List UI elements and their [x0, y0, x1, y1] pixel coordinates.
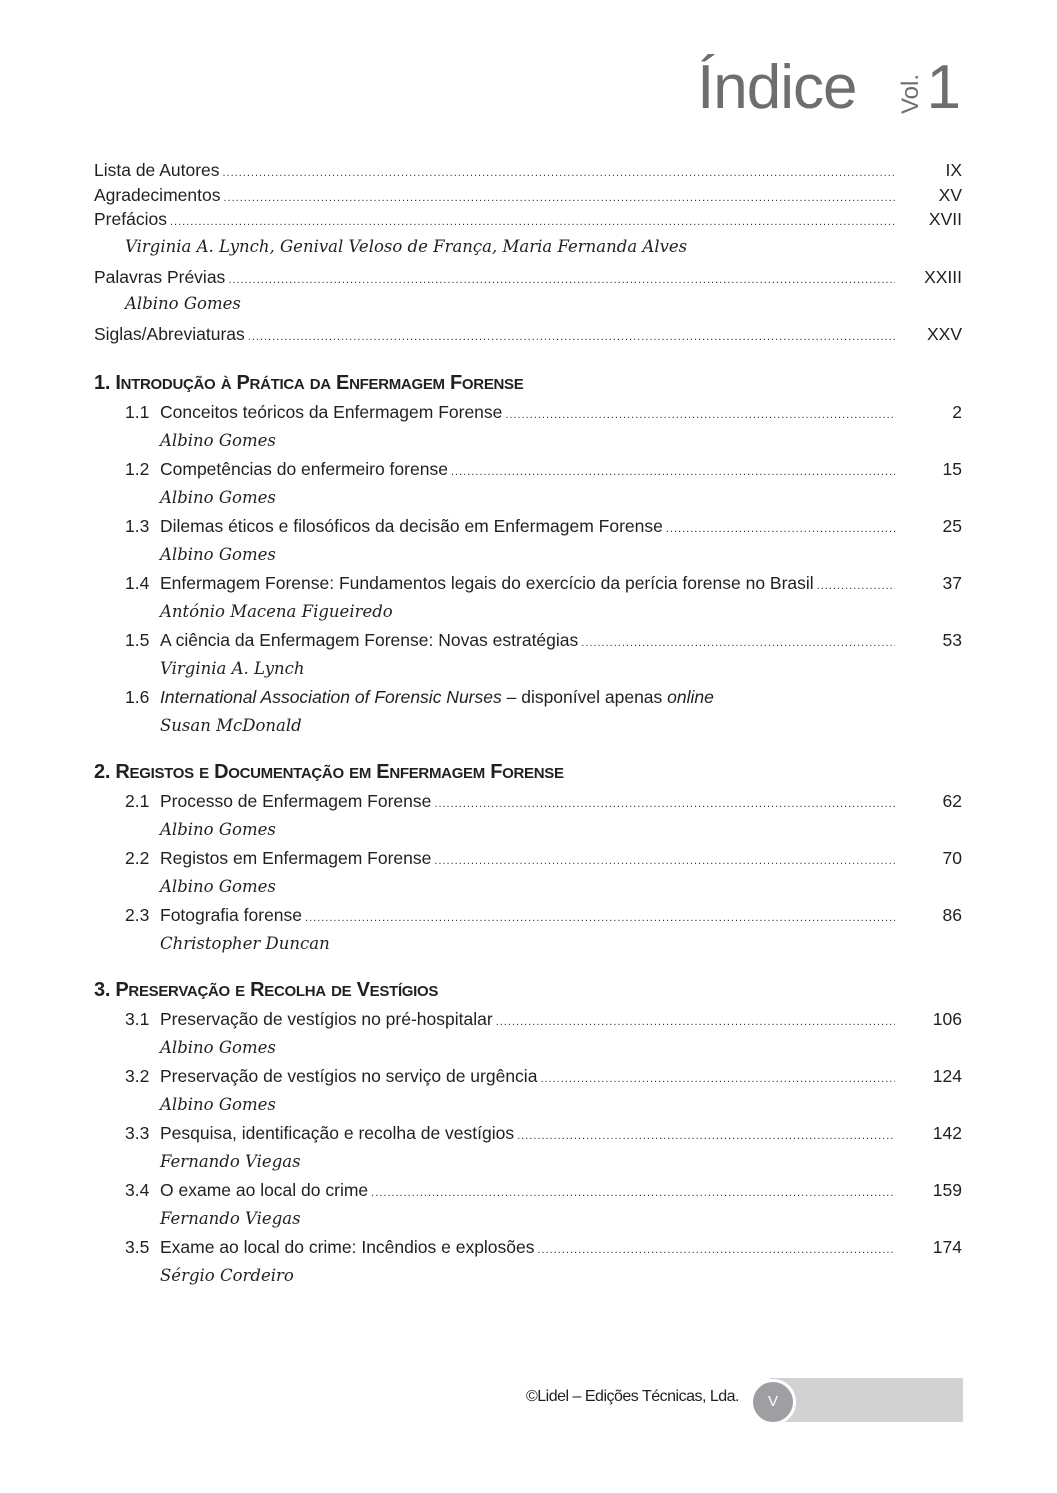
page-number: 86 — [942, 904, 962, 925]
entry-number: 1.4 — [125, 572, 150, 593]
page-number: IX — [945, 160, 962, 180]
entry-author: Virginia A. Lynch, Genival Veloso de França, Maria Fernanda Alves — [125, 236, 688, 256]
entry-author: Albino Gomes — [160, 819, 276, 839]
toc-row[interactable] — [94, 1180, 962, 1206]
dot-leader — [170, 216, 895, 228]
chapter-title: REGISTOS E DOCUMENTAÇÃO EM ENFERMAGEM FORENSE — [115, 760, 564, 783]
entry-title[interactable]: Processo de Enfermagem Forense — [160, 790, 432, 811]
toc-entry[interactable] — [94, 1066, 962, 1118]
entry-number: 2.2 — [125, 847, 150, 868]
entry-author: Fernando Viegas — [160, 1208, 301, 1228]
entry-title[interactable]: Competências do enfermeiro forense — [160, 458, 448, 479]
toc-entry[interactable] — [94, 573, 962, 625]
entry-author: Albino Gomes — [160, 544, 276, 564]
entry-title[interactable]: Conceitos teóricos da Enfermagem Forense — [160, 401, 503, 422]
chapter-heading[interactable] — [94, 759, 962, 791]
dot-leader — [434, 798, 895, 810]
entry-number: 3.5 — [125, 1236, 150, 1257]
entry-title[interactable]: Agradecimentos — [94, 184, 221, 205]
entry-title-italic-online: online — [667, 686, 714, 707]
page-number: 15 — [942, 458, 962, 479]
page-number-badge: V — [750, 1379, 796, 1425]
entry-number: 2.1 — [125, 790, 150, 811]
toc-entry[interactable] — [94, 1123, 962, 1175]
chapter-heading[interactable] — [94, 977, 962, 1009]
entry-author: Virginia A. Lynch — [160, 658, 305, 678]
dot-leader — [505, 409, 895, 421]
entry-number: 1.1 — [125, 401, 150, 422]
entry-title[interactable]: Enfermagem Forense: Fundamentos legais do exercício da perícia forense no Brasil — [160, 572, 814, 593]
dot-leader — [434, 855, 895, 867]
title-text: Índice — [697, 53, 857, 122]
page-title — [697, 48, 961, 128]
page-number: XVII — [928, 209, 962, 229]
dot-leader — [305, 912, 895, 924]
toc-entry[interactable] — [94, 324, 962, 349]
page-number: 53 — [942, 629, 962, 650]
toc-entry[interactable] — [94, 459, 962, 511]
toc-entry[interactable] — [94, 687, 962, 739]
toc-entry[interactable] — [94, 267, 962, 318]
entry-title[interactable]: Preservação de vestígios no pré-hospitalar — [160, 1008, 493, 1029]
page-footer — [0, 1378, 1057, 1422]
entry-author: Albino Gomes — [160, 1094, 276, 1114]
entry-title-italic: International Association of Forensic Nurses — [160, 686, 502, 707]
toc-row[interactable] — [94, 791, 962, 817]
entry-author: Susan McDonald — [160, 715, 302, 735]
toc-entry[interactable] — [94, 1180, 962, 1232]
chapter-number: 1. — [94, 371, 111, 394]
page-number: XXV — [926, 324, 962, 344]
page-number: XV — [938, 184, 962, 205]
page-number: 124 — [932, 1065, 962, 1086]
toc-entry[interactable] — [94, 791, 962, 843]
footer-bar — [770, 1378, 963, 1422]
entry-number: 2.3 — [125, 904, 150, 925]
entry-title[interactable]: Lista de Autores — [94, 160, 220, 180]
chapter-heading[interactable] — [94, 370, 962, 402]
entry-title[interactable]: Prefácios — [94, 209, 167, 229]
entry-number: 1.3 — [125, 515, 150, 536]
page-number: 70 — [942, 847, 962, 868]
page-number: 62 — [942, 790, 962, 811]
toc-row[interactable] — [94, 324, 962, 349]
dot-leader — [538, 1244, 895, 1256]
dot-leader — [666, 523, 895, 535]
entry-number: 3.1 — [125, 1008, 150, 1029]
toc-entry[interactable] — [94, 209, 962, 260]
dot-leader — [817, 580, 895, 592]
entry-author: Albino Gomes — [160, 487, 276, 507]
dot-leader — [540, 1073, 895, 1085]
entry-author: Albino Gomes — [125, 294, 241, 313]
page-number: 142 — [932, 1122, 962, 1143]
entry-title[interactable] — [160, 687, 714, 708]
toc-entry[interactable] — [94, 160, 962, 185]
entry-number: 1.6 — [125, 686, 150, 707]
toc-entry[interactable] — [94, 516, 962, 568]
page-number: 37 — [942, 572, 962, 593]
entry-title[interactable]: Siglas/Abreviaturas — [94, 324, 245, 344]
toc-row[interactable] — [94, 1009, 962, 1035]
entry-author: Sérgio Cordeiro — [160, 1265, 294, 1285]
entry-author: Albino Gomes — [160, 1037, 276, 1057]
chapter-title: PRESERVAÇÃO E RECOLHA DE VESTÍGIOS — [115, 978, 439, 1001]
entry-author: António Macena Figueiredo — [160, 601, 393, 621]
dot-leader — [451, 466, 895, 478]
volume-number: 1 — [926, 53, 961, 122]
toc-row[interactable] — [94, 516, 962, 542]
entry-number: 3.4 — [125, 1179, 150, 1200]
dot-leader — [248, 331, 895, 343]
entry-title[interactable]: Fotografia forense — [160, 904, 303, 925]
page-number: 174 — [932, 1236, 962, 1257]
page-number: 106 — [932, 1008, 962, 1029]
toc-entry[interactable] — [94, 1237, 962, 1289]
copyright-text: ©Lidel – Edições Técnicas, Lda. — [525, 1388, 739, 1405]
entry-title[interactable]: Palavras Prévias — [94, 266, 226, 287]
toc-row[interactable] — [94, 1237, 962, 1263]
entry-title[interactable]: Pesquisa, identificação e recolha de vestígios — [160, 1122, 515, 1143]
entry-author: Albino Gomes — [160, 876, 276, 896]
toc-row[interactable] — [94, 267, 962, 292]
page-number: 159 — [932, 1179, 962, 1200]
entry-title[interactable]: Registos em Enfermagem Forense — [160, 847, 432, 868]
toc-row[interactable] — [94, 630, 962, 656]
volume-label: Vol. — [896, 73, 924, 114]
entry-author: Christopher Duncan — [160, 933, 330, 953]
toc-row[interactable] — [94, 185, 962, 210]
toc-row[interactable] — [94, 1123, 962, 1149]
toc-entry[interactable] — [94, 185, 962, 210]
toc-row[interactable] — [94, 848, 962, 874]
toc-entry[interactable] — [94, 402, 962, 454]
page-number: 25 — [942, 515, 962, 536]
entry-title[interactable]: A ciência da Enfermagem Forense: Novas estratégias — [160, 629, 579, 650]
chapter-number: 3. — [94, 978, 111, 1001]
page-number: XXIII — [924, 266, 962, 287]
dot-leader — [228, 274, 895, 286]
table-of-contents — [94, 160, 962, 1294]
toc-row[interactable] — [94, 687, 962, 713]
entry-title[interactable]: Dilemas éticos e filosóficos da decisão em Enfermagem Forense — [160, 515, 663, 536]
toc-row[interactable] — [94, 402, 962, 428]
dot-leader — [223, 192, 895, 204]
toc-row[interactable] — [94, 1066, 962, 1092]
dot-leader — [517, 1130, 895, 1142]
toc-row[interactable] — [94, 459, 962, 485]
toc-row[interactable] — [94, 160, 962, 185]
chapter-title: INTRODUÇÃO À PRÁTICA DA ENFERMAGEM FORENSE — [115, 371, 524, 394]
toc-row[interactable] — [94, 209, 962, 234]
entry-number: 3.2 — [125, 1065, 150, 1086]
entry-author: Albino Gomes — [160, 430, 276, 450]
toc-row[interactable] — [94, 573, 962, 599]
dot-leader — [496, 1016, 895, 1028]
dot-leader — [223, 167, 896, 179]
entry-number: 1.2 — [125, 458, 150, 479]
toc-entry[interactable] — [94, 1009, 962, 1061]
entry-title-rest: – disponível apenas — [501, 686, 668, 707]
entry-title[interactable]: O exame ao local do crime — [160, 1179, 369, 1200]
entry-title[interactable]: Preservação de vestígios no serviço de urgência — [160, 1065, 538, 1086]
page-number: 2 — [952, 401, 962, 422]
toc-row[interactable] — [94, 905, 962, 931]
dot-leader — [581, 637, 895, 649]
chapter-number: 2. — [94, 760, 111, 783]
entry-number: 1.5 — [125, 629, 150, 650]
dot-leader — [371, 1187, 895, 1199]
entry-author: Fernando Viegas — [160, 1151, 301, 1171]
toc-entry[interactable] — [94, 848, 962, 900]
entry-title[interactable]: Exame ao local do crime: Incêndios e explosões — [160, 1236, 535, 1257]
toc-entry[interactable] — [94, 630, 962, 682]
entry-number: 3.3 — [125, 1122, 150, 1143]
toc-entry[interactable] — [94, 905, 962, 957]
